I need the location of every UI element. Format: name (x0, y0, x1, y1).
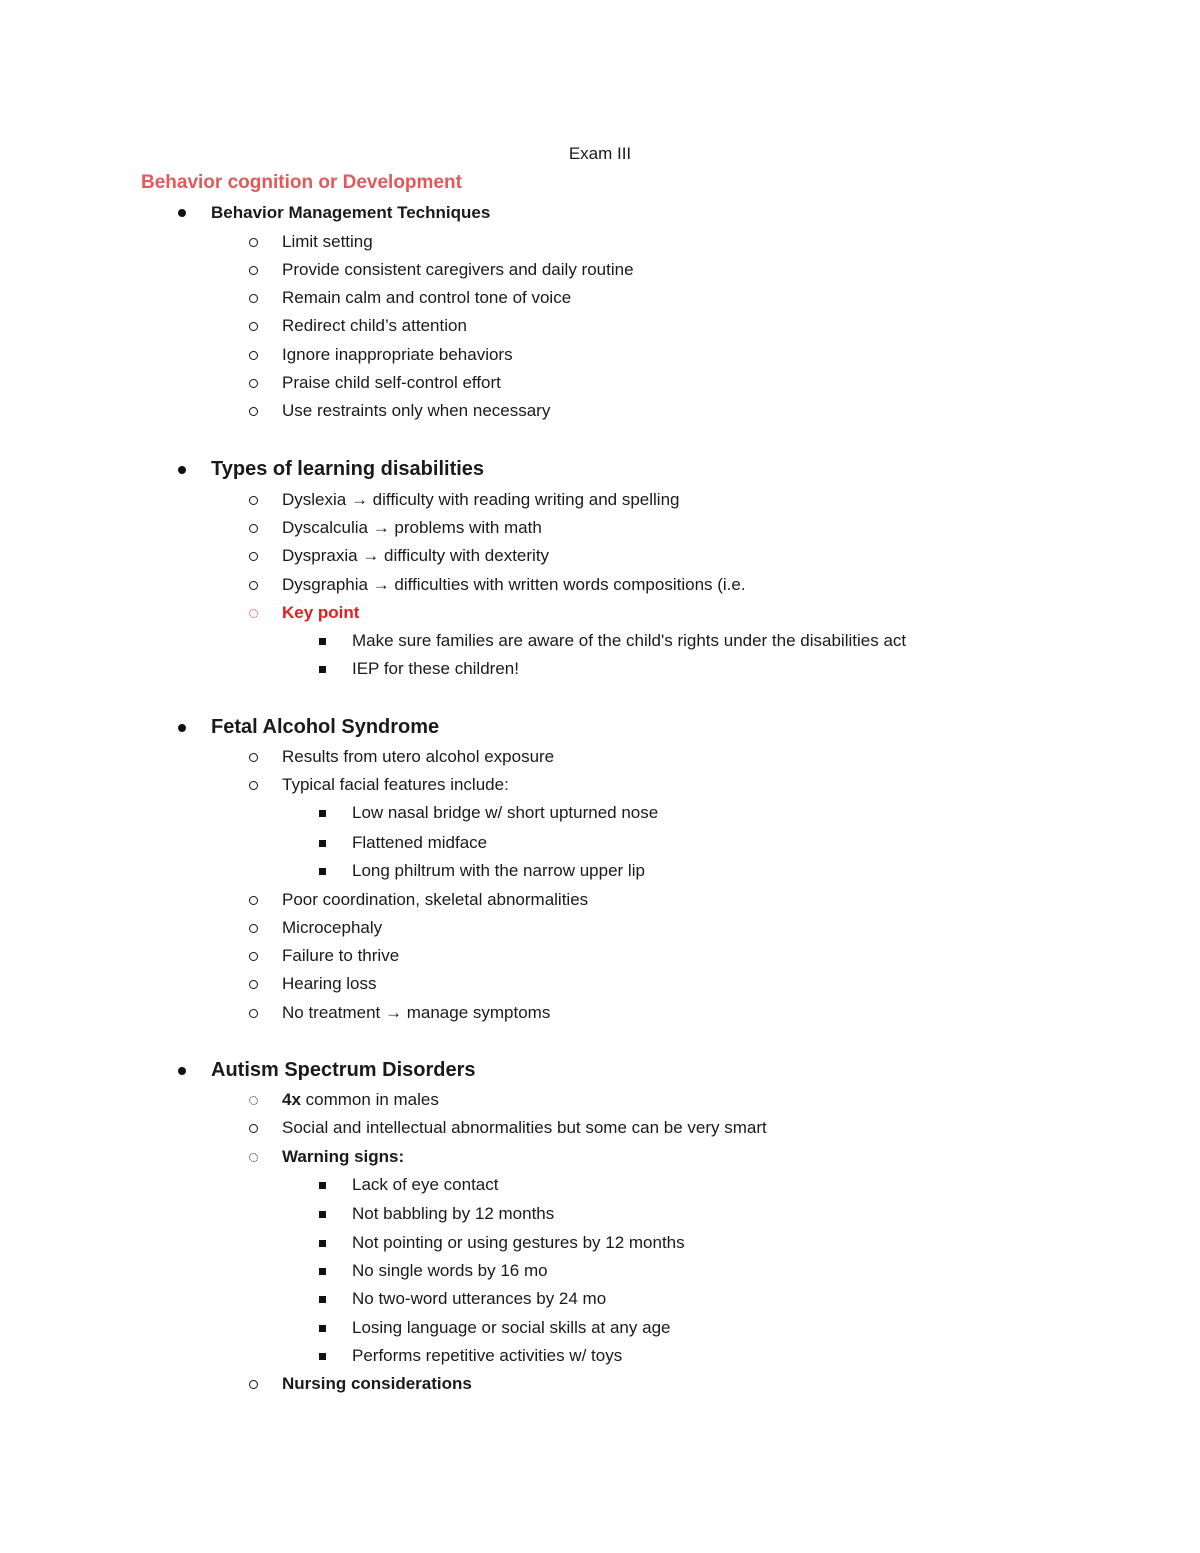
bullet-disc-icon (178, 724, 186, 732)
document-title: Exam III (568, 144, 632, 163)
bullet-square-icon (319, 1353, 326, 1360)
bullet-disc-icon (178, 1067, 186, 1075)
list-item: Typical facial features include: (282, 774, 509, 796)
bullet-square-icon (319, 1240, 326, 1247)
section-heading: Behavior cognition or Development (141, 172, 462, 193)
bullet-circle-icon (249, 351, 258, 360)
list-item: Microcephaly (282, 917, 382, 939)
bullet-circle-icon (249, 1153, 258, 1162)
bullet-disc-icon (178, 466, 186, 474)
bullet-circle-icon (249, 1009, 258, 1018)
bullet-square-icon (319, 1296, 326, 1303)
learning-title-text: Types of learning disabilities (211, 458, 485, 480)
bullet-circle-icon (249, 496, 258, 505)
bullet-square-icon (319, 666, 326, 673)
list-item: Dyscalculia → problems with math (282, 517, 542, 539)
list-item: 4x common in males (282, 1089, 439, 1111)
list-item: No two-word utterances by 24 mo (352, 1288, 606, 1310)
bullet-square-icon (319, 638, 326, 645)
list-item: Not babbling by 12 months (352, 1203, 554, 1225)
list-item: Flattened midface (352, 832, 487, 854)
bullet-circle-icon (249, 238, 258, 247)
fas-title-text: Fetal Alcohol Syndrome (211, 716, 440, 738)
fas-title (211, 716, 439, 739)
bullet-circle-icon (249, 552, 258, 561)
behavior-title (211, 202, 490, 224)
list-item: Dyslexia → difficulty with reading writing and spelling (282, 489, 679, 511)
list-item: Results from utero alcohol exposure (282, 746, 554, 768)
bullet-circle-icon (249, 781, 258, 790)
bullet-circle-icon (249, 1380, 258, 1389)
bullet-circle-icon (249, 753, 258, 762)
bullet-circle-icon (249, 524, 258, 533)
list-item: Nursing considerations (282, 1373, 472, 1395)
list-item: No single words by 16 mo (352, 1260, 548, 1282)
list-item: Praise child self-control effort (282, 372, 501, 394)
list-item: Dysgraphia → difficulties with written words compositions (i.e. (282, 574, 746, 596)
bullet-square-icon (319, 868, 326, 875)
list-item: Remain calm and control tone of voice (282, 287, 571, 309)
bullet-circle-icon (249, 581, 258, 590)
list-item: Provide consistent caregivers and daily routine (282, 259, 634, 281)
list-item: Ignore inappropriate behaviors (282, 344, 513, 366)
bullet-circle-icon (249, 924, 258, 933)
list-item: Dyspraxia → difficulty with dexterity (282, 545, 549, 567)
list-item: Social and intellectual abnormalities but some can be very smart (282, 1117, 767, 1139)
autism-title (211, 1059, 476, 1082)
bullet-circle-icon (249, 980, 258, 989)
list-item: Lack of eye contact (352, 1174, 498, 1196)
bullet-circle-icon (249, 609, 258, 618)
key-point-item: Key point (282, 602, 359, 624)
list-item: Warning signs: (282, 1146, 404, 1168)
bullet-circle-icon (249, 294, 258, 303)
bullet-circle-icon (249, 1124, 258, 1133)
bullet-disc-icon (178, 209, 186, 217)
list-item: Poor coordination, skeletal abnormalities (282, 889, 588, 911)
list-item: Performs repetitive activities w/ toys (352, 1345, 622, 1367)
list-item: Use restraints only when necessary (282, 400, 550, 422)
bullet-circle-icon (249, 407, 258, 416)
bullet-square-icon (319, 1268, 326, 1275)
bullet-circle-icon (249, 1096, 258, 1105)
bullet-circle-icon (249, 322, 258, 331)
list-item: Limit setting (282, 231, 373, 253)
behavior-title-text: Behavior Management Techniques (211, 203, 491, 222)
list-item: Not pointing or using gestures by 12 months (352, 1232, 685, 1254)
list-item: Redirect child’s attention (282, 315, 467, 337)
bullet-circle-icon (249, 379, 258, 388)
bullet-circle-icon (249, 896, 258, 905)
list-item: Low nasal bridge w/ short upturned nose (352, 802, 658, 824)
list-item: Losing language or social skills at any age (352, 1317, 670, 1339)
list-item: Hearing loss (282, 973, 377, 995)
list-item: IEP for these children! (352, 658, 519, 680)
learning-title (211, 458, 484, 481)
bullet-square-icon (319, 840, 326, 847)
autism-title-text: Autism Spectrum Disorders (211, 1059, 476, 1081)
bullet-square-icon (319, 1182, 326, 1189)
list-item: Make sure families are aware of the child's rights under the disabilities act (352, 630, 906, 652)
list-item: Long philtrum with the narrow upper lip (352, 860, 645, 882)
bullet-square-icon (319, 1325, 326, 1332)
list-item: Failure to thrive (282, 945, 399, 967)
bullet-square-icon (319, 1211, 326, 1218)
bullet-circle-icon (249, 952, 258, 961)
bullet-circle-icon (249, 266, 258, 275)
list-item: No treatment → manage symptoms (282, 1002, 550, 1024)
bullet-square-icon (319, 810, 326, 817)
